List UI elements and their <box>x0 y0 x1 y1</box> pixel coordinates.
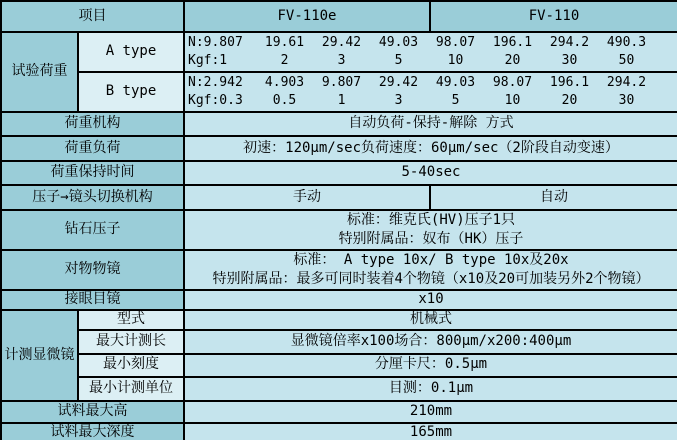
row-max-depth <box>1 423 677 440</box>
microscope-type-label: 型式 <box>78 310 184 330</box>
turret-switch-manual: 手动 <box>184 185 430 210</box>
max-depth-value: 165mm <box>184 423 677 440</box>
row-objective <box>1 250 677 290</box>
row-hold-time <box>1 161 677 185</box>
max-height-value: 210mm <box>184 401 677 423</box>
eyepiece-value: x10 <box>184 290 677 310</box>
load-speed-label: 荷重负荷 <box>1 136 184 161</box>
row-test-load-a <box>1 32 677 72</box>
header-model-fv110: FV-110 <box>430 1 677 32</box>
microscope-label: 计测显微镜 <box>1 310 78 401</box>
row-test-load-b <box>1 72 677 112</box>
b-type-label: B type <box>78 72 184 112</box>
microscope-min-scale-label: 最小刻度 <box>78 354 184 377</box>
row-load-mechanism <box>1 112 677 136</box>
a-type-label: A type <box>78 32 184 72</box>
hold-time-value: 5-40sec <box>184 161 677 185</box>
microscope-max-length-value: 显微镜倍率x100场合：800μm/x200:400μm <box>184 330 677 354</box>
a-type-values-cell <box>184 32 677 72</box>
load-mechanism-label: 荷重机构 <box>1 112 184 136</box>
header-item-cell: 项目 <box>1 1 184 32</box>
eyepiece-label: 接眼目镜 <box>1 290 184 310</box>
microscope-min-unit-value: 目测：0.1μm <box>184 377 677 401</box>
row-max-height <box>1 401 677 423</box>
indenter-value: 标准：维克氏(HV)压子1只 特别附属品：奴布（HK）压子 <box>184 210 677 250</box>
turret-switch-label: 压子→镜头切换机构 <box>1 185 184 210</box>
objective-label: 对物物镜 <box>1 250 184 290</box>
microscope-min-unit-label: 最小计测单位 <box>78 377 184 401</box>
row-eyepiece <box>1 290 677 310</box>
load-speed-value: 初速：120μm/sec负荷速度：60μm/sec（2阶段自动变速） <box>184 136 677 161</box>
row-microscope-max-length <box>1 330 677 354</box>
row-microscope-min-scale <box>1 354 677 377</box>
objective-value: 标准： A type 10x/ B type 10x及20x 特别附属品：最多可同时装着4个物镜（x10及20可加装另外2个物镜） <box>184 250 677 290</box>
a-type-load-grid: N:9.807 Kgf:1 19.61 2 29.42 3 49.03 5 98.07 10 196.1 20 294.2 30 490.3 50 <box>188 35 647 68</box>
row-microscope-type <box>1 310 677 330</box>
b-type-values-cell <box>184 72 677 112</box>
hold-time-label: 荷重保持时间 <box>1 161 184 185</box>
microscope-type-value: 机械式 <box>184 310 677 330</box>
max-depth-label: 试料最大深度 <box>1 423 184 440</box>
row-indenter <box>1 210 677 250</box>
indenter-label: 钻石压子 <box>1 210 184 250</box>
load-mechanism-value: 自动负荷-保持-解除 方式 <box>184 112 677 136</box>
microscope-min-scale-value: 分厘卡尺：0.5μm <box>184 354 677 377</box>
test-load-label: 试验荷重 <box>1 32 78 112</box>
max-height-label: 试料最大高 <box>1 401 184 423</box>
row-turret-switch <box>1 185 677 210</box>
b-type-load-grid: N:2.942 Kgf:0.3 4.903 0.5 9.807 1 29.42 3 49.03 5 98.07 10 196.1 20 294.2 30 <box>188 75 647 108</box>
header-row <box>1 1 677 32</box>
row-microscope-min-unit <box>1 377 677 401</box>
row-load-speed <box>1 136 677 161</box>
turret-switch-auto: 自动 <box>430 185 677 210</box>
microscope-max-length-label: 最大计测长 <box>78 330 184 354</box>
header-model-fv110e: FV-110e <box>184 1 430 32</box>
